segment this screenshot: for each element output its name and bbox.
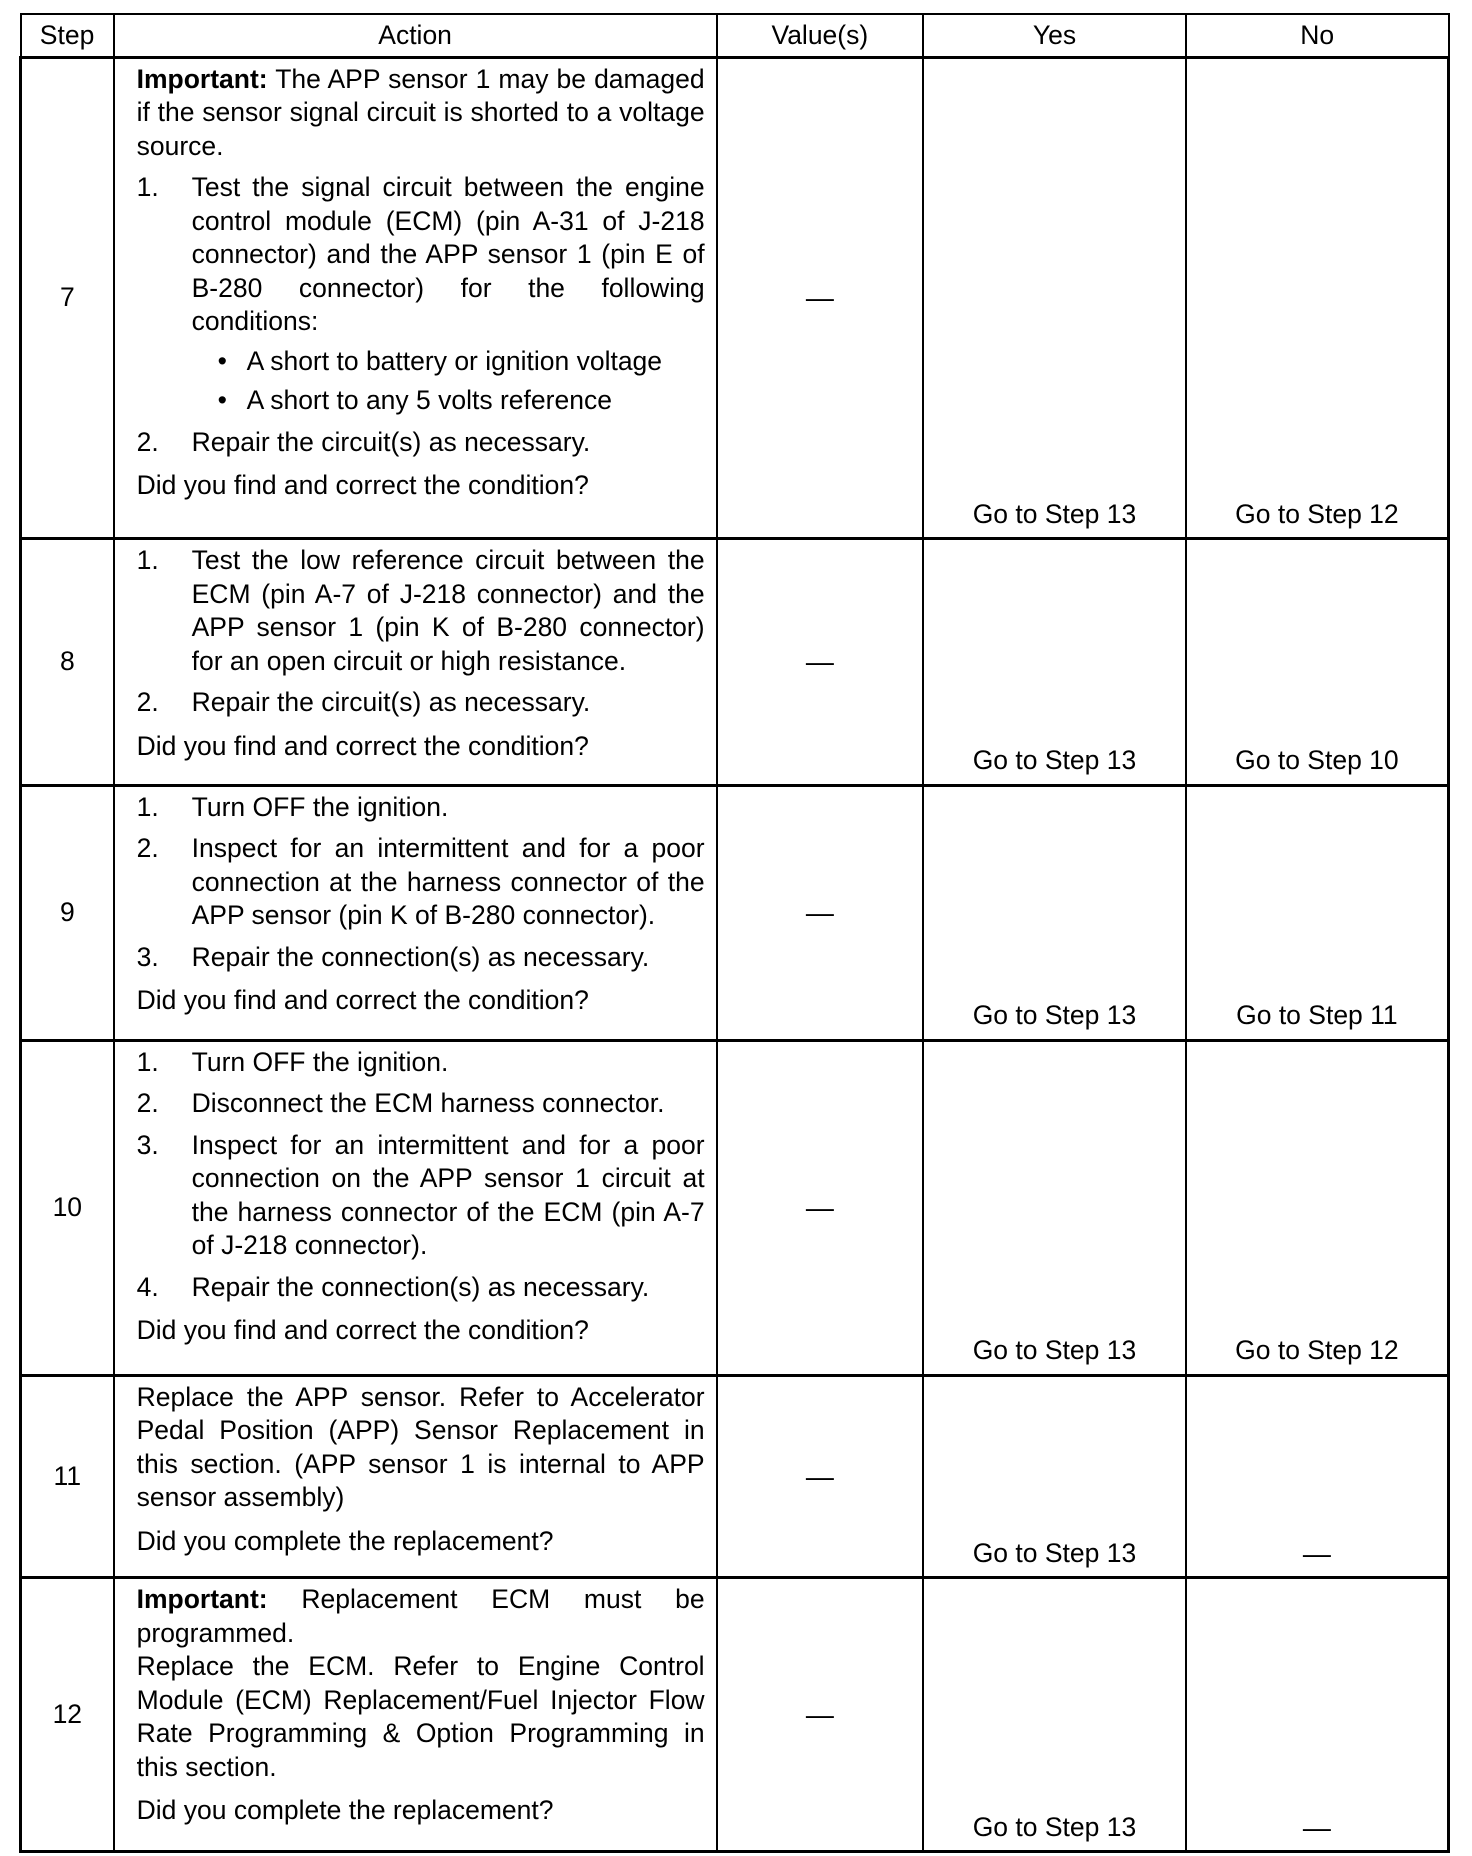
header-values: Value(s) [717,14,924,57]
item-number: 3. [136,1129,159,1160]
no-cell: — [1186,1578,1449,1852]
action-list [137,1046,705,1305]
item-number: 2. [136,426,159,457]
item-text: Inspect for an intermittent and for a poor connection on the APP sensor 1 circuit at the harness connector of the ECM (pin A-7 of J-218 connector). [191,1129,705,1261]
table-row-step-8 [21,539,1449,786]
action-text: Replace the APP sensor. Refer to Accelerator Pedal Position (APP) Sensor Replacement in this section. (APP sensor 1 is internal to APP sensor assembly) [136,1381,705,1513]
important-note [137,63,705,164]
bullet-text: A short to battery or ignition voltage [246,345,663,376]
header-yes: Yes [923,14,1186,57]
no-cell: — [1186,1375,1449,1578]
header-action: Action [114,14,717,57]
item-text: Repair the connection(s) as necessary. [191,941,650,972]
action-cell [114,1375,717,1578]
item-number: 1. [136,1046,159,1077]
question: Did you complete the replacement? [136,1525,554,1556]
important-text: Replacement ECM must be programmed. [136,1584,705,1648]
step-number: 8 [21,539,114,786]
item-number: 1. [136,545,159,576]
no-cell: Go to Step 12 [1186,57,1449,539]
item-text: Disconnect the ECM harness connector. [191,1088,665,1119]
item-text: Repair the circuit(s) as necessary. [191,426,591,457]
question: Did you find and correct the condition? [136,470,589,500]
list-item [137,832,705,933]
item-number: 1. [136,791,159,822]
item-number: 2. [136,1088,159,1119]
table-header-row [21,14,1449,57]
yes-cell: Go to Step 13 [923,785,1186,1040]
no-cell: Go to Step 12 [1186,1040,1449,1375]
value-cell: — [717,1578,924,1852]
bullet-item [192,345,705,379]
action-cell [114,539,717,786]
value-cell: — [717,539,924,786]
action-cell [114,1040,717,1375]
table-row-step-11 [21,1375,1449,1578]
step-number: 12 [21,1578,114,1852]
yes-cell: Go to Step 13 [923,57,1186,539]
bullet-item [192,384,705,418]
header-no: No [1186,14,1449,57]
bullet-icon: • [217,385,227,415]
question: Did you find and correct the condition? [136,985,589,1016]
table-row-step-7 [21,57,1449,539]
question: Did you find and correct the condition? [136,1315,589,1346]
list-item [137,941,705,975]
question: Did you complete the replacement? [136,1795,554,1826]
list-item [137,544,705,678]
important-label: Important: [136,1584,268,1615]
value-cell: — [717,785,924,1040]
bullet-icon: • [217,345,227,376]
list-item [137,791,705,825]
item-text: Inspect for an intermittent and for a poor connection at the harness connector of the APP sensor (pin K of B-280 connector). [191,833,705,931]
action-list [137,171,705,459]
item-text: Turn OFF the ignition. [191,1046,449,1077]
yes-cell: Go to Step 13 [923,1578,1186,1852]
item-number: 2. [136,833,159,864]
important-label: Important: [136,63,268,94]
yes-cell: Go to Step 13 [923,539,1186,786]
table-row-step-12 [21,1578,1449,1852]
list-item [137,1087,705,1121]
diagnostic-table [19,13,1450,1853]
list-item [137,426,705,460]
action-cell [114,57,717,539]
list-item [137,1271,705,1305]
yes-cell: Go to Step 13 [923,1375,1186,1578]
step-number: 10 [21,1040,114,1375]
list-item [137,1129,705,1263]
item-text: Repair the circuit(s) as necessary. [191,687,591,718]
value-cell: — [717,57,924,539]
important-text: The APP sensor 1 may be damaged if the sensor signal circuit is shorted to a voltage source. [136,63,705,161]
action-cell [114,785,717,1040]
item-text: Test the signal circuit between the engine control module (ECM) (pin A-31 of J-218 connector) and the APP sensor 1 (pin E of B-280 connector) for the following conditions: [191,172,705,336]
step-number: 7 [21,57,114,539]
item-text: Turn OFF the ignition. [191,791,449,822]
bullet-text: A short to any 5 volts reference [246,385,612,415]
question: Did you find and correct the condition? [136,730,589,761]
action-text: Replace the ECM. Refer to Engine Control Module (ECM) Replacement/Fuel Injector Flow Rate Programming & Option Programming in this section. [136,1651,705,1782]
table-row-step-9 [21,785,1449,1040]
item-text: Repair the connection(s) as necessary. [191,1271,650,1302]
table-row-step-10 [21,1040,1449,1375]
item-number: 4. [136,1271,159,1302]
list-item [137,171,705,418]
list-item [137,686,705,720]
value-cell: — [717,1375,924,1578]
item-text: Test the low reference circuit between the ECM (pin A-7 of J-218 connector) and the APP sensor 1 (pin K of B-280 connector) for an open circuit or high resistance. [191,545,705,676]
item-number: 1. [136,172,159,202]
yes-cell: Go to Step 13 [923,1040,1186,1375]
important-note [137,1583,705,1650]
step-number: 11 [21,1375,114,1578]
action-list [137,544,705,720]
item-number: 3. [136,941,159,972]
action-list [137,791,705,975]
step-number: 9 [21,785,114,1040]
header-step: Step [21,14,114,57]
bullet-list [192,345,705,418]
list-item [137,1046,705,1080]
value-cell: — [717,1040,924,1375]
item-number: 2. [136,687,159,718]
no-cell: Go to Step 10 [1186,539,1449,786]
no-cell: Go to Step 11 [1186,785,1449,1040]
action-cell [114,1578,717,1852]
